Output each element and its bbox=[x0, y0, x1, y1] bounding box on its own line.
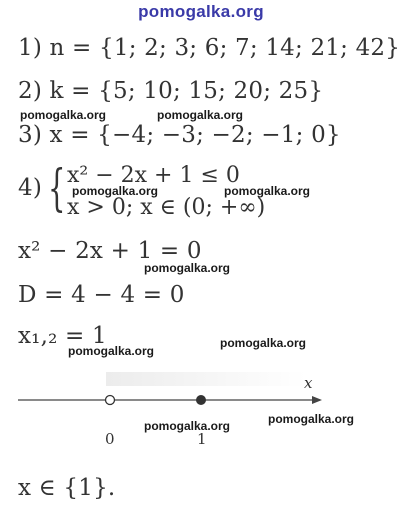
line-2-set-k: 2) k = {5; 10; 15; 20; 25} bbox=[18, 78, 324, 104]
answer-line: x ∈ {1}. bbox=[18, 475, 116, 501]
filled-point-one bbox=[196, 395, 206, 405]
line-equation: x² − 2x + 1 = 0 bbox=[18, 238, 202, 264]
line-discriminant: D = 4 − 4 = 0 bbox=[18, 282, 185, 308]
site-header: pomogalka.org bbox=[138, 2, 264, 21]
system-row-inequality: x² − 2x + 1 ≤ 0 bbox=[67, 163, 240, 188]
line-1-set-n: 1) n = {1; 2; 3; 6; 7; 14; 21; 42} bbox=[18, 35, 401, 61]
watermark: pomogalka.org bbox=[68, 344, 155, 358]
watermark: pomogalka.org bbox=[268, 412, 355, 426]
system-brace: { bbox=[48, 159, 66, 217]
watermark: pomogalka.org bbox=[157, 108, 244, 122]
watermark: pomogalka.org bbox=[20, 108, 107, 122]
watermark: pomogalka.org bbox=[220, 336, 307, 350]
line-3-set-x: 3) x = {−4; −3; −2; −1; 0} bbox=[18, 122, 341, 148]
number-line-arrow bbox=[312, 396, 322, 404]
open-point-zero bbox=[106, 396, 115, 405]
tick-label-zero: 0 bbox=[105, 430, 115, 448]
watermark: pomogalka.org bbox=[224, 184, 311, 198]
watermark: pomogalka.org bbox=[144, 261, 231, 275]
line-4-label: 4) bbox=[18, 175, 43, 201]
system-row-domain: x > 0; x ∈ (0; +∞) bbox=[67, 195, 266, 220]
axis-label-x: x bbox=[304, 374, 313, 392]
tick-label-one: 1 bbox=[197, 430, 207, 448]
watermark: pomogalka.org bbox=[144, 419, 231, 433]
line-roots: x₁,₂ = 1 bbox=[18, 323, 107, 349]
watermark: pomogalka.org bbox=[72, 184, 159, 198]
